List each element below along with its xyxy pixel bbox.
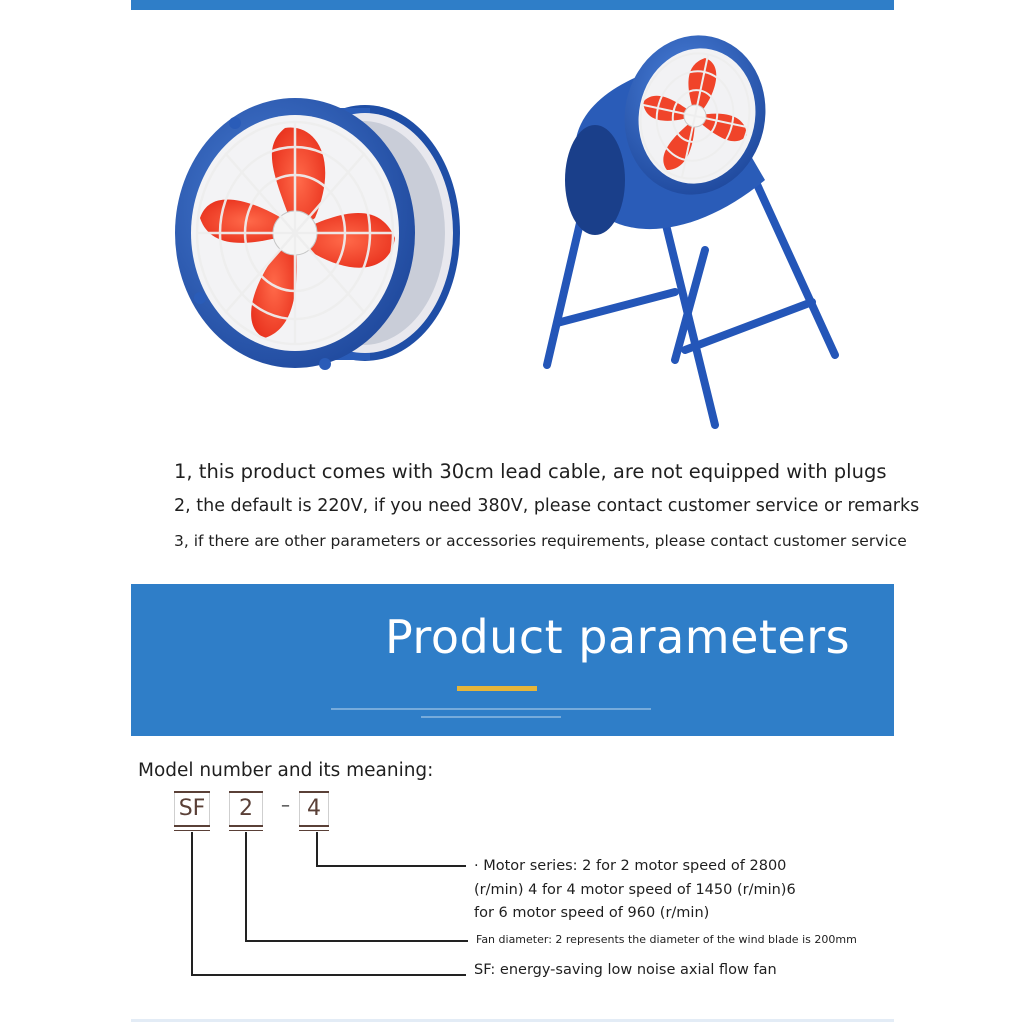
motor-line-3: for 6 motor speed of 960 (r/min)	[474, 905, 710, 921]
model-number-heading: Model number and its meaning:	[138, 760, 434, 781]
model-code-motor-text: 4	[307, 796, 321, 821]
banner-fine-print-decoration	[331, 706, 671, 722]
sf-description: SF: energy-saving low noise axial flow fan	[474, 962, 777, 978]
motor-series-description	[474, 855, 796, 926]
model-code-motor	[299, 793, 329, 825]
note-cable: 1, this product comes with 30cm lead cable, are not equipped with plugs	[174, 460, 887, 483]
fan-diameter-description: Fan diameter: 2 represents the diameter of the wind blade is 200mm	[476, 933, 857, 946]
model-code-diameter	[229, 793, 263, 825]
motor-line-2: (r/min) 4 for 4 motor speed of 1450 (r/min)6	[474, 881, 796, 898]
leader-line-diameter-horizontal	[245, 940, 468, 942]
model-code-sf	[174, 793, 210, 825]
banner-title: Product parameters	[385, 610, 851, 664]
bottom-divider	[131, 1019, 894, 1022]
model-code-separator: –	[281, 795, 290, 816]
model-code-diameter-text: 2	[239, 796, 253, 821]
note-parameters: 3, if there are other parameters or accessories requirements, please contact customer service	[174, 532, 907, 550]
leader-line-diameter-vertical	[245, 832, 247, 941]
note-voltage: 2, the default is 220V, if you need 380V, please contact customer service or remarks	[174, 496, 920, 516]
motor-line-1: · Motor series: 2 for 2 motor speed of 2800	[474, 858, 787, 874]
product-parameters-banner	[131, 584, 894, 736]
leader-line-sf-vertical	[191, 832, 193, 975]
leader-line-motor-horizontal	[316, 865, 466, 867]
model-code-sf-text: SF	[178, 796, 206, 821]
top-banner-strip	[131, 0, 894, 10]
leader-line-sf-horizontal	[191, 974, 466, 976]
banner-accent-line	[457, 686, 537, 691]
stand-mounted-axial-fan-image	[535, 30, 855, 440]
wall-mounted-axial-fan-image	[165, 88, 465, 378]
leader-line-motor-vertical	[316, 832, 318, 866]
